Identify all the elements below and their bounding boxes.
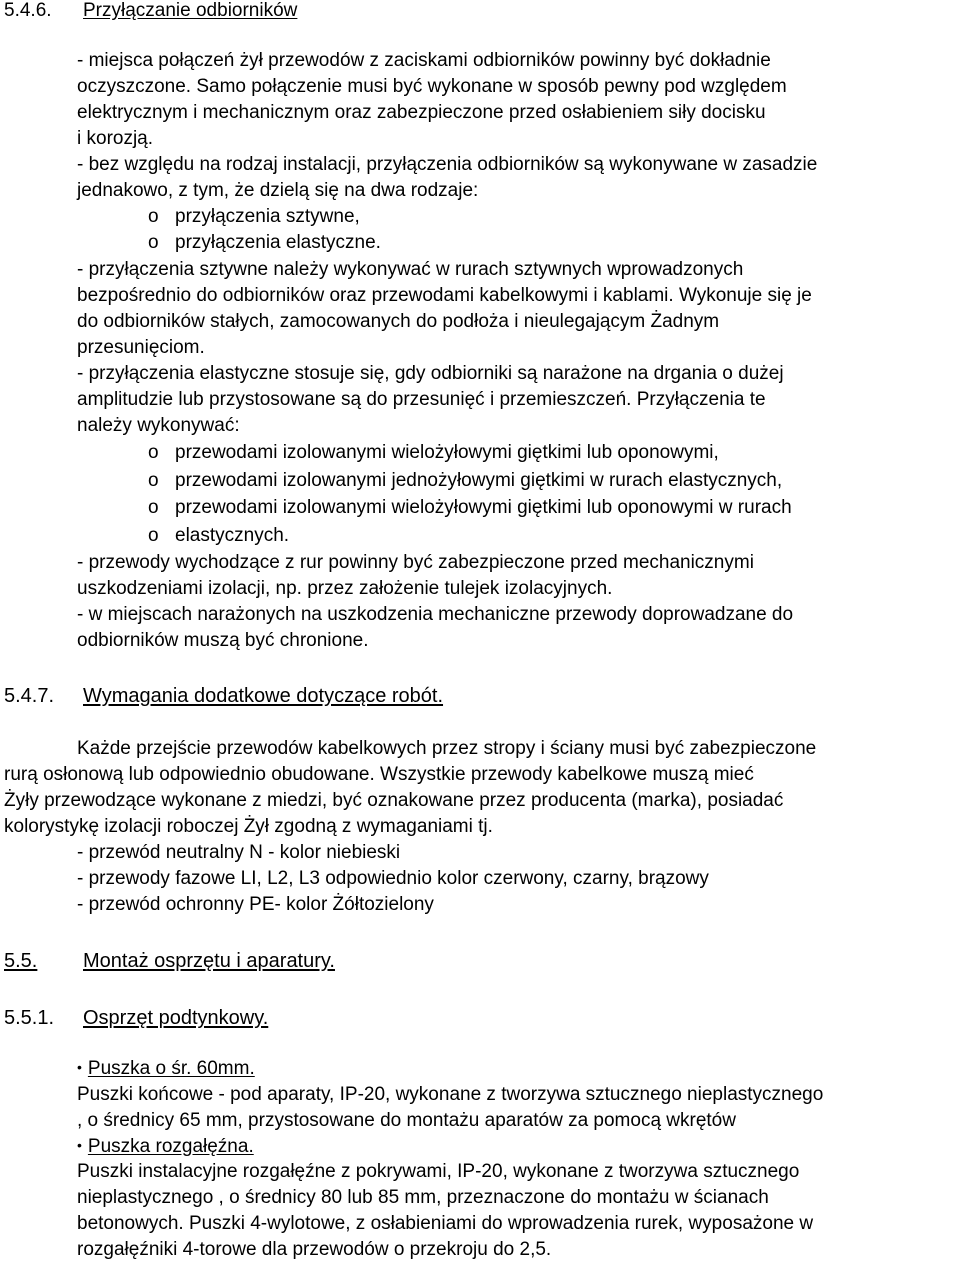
list-marker: o [148, 232, 159, 253]
text-line: - przyłączenia elastyczne stosuje się, gdy odbiorniki są narażone na drgania o dużej [77, 363, 784, 384]
text-line: - przewody fazowe LI, L2, L3 odpowiednio kolor czerwony, czarny, brązowy [77, 868, 709, 889]
text-line: betonowych. Puszki 4-wylotowe, z osłabieniami do wprowadzenia rurek, wyposażone w [77, 1213, 814, 1234]
text-line: Żyły przewodzące wykonane z miedzi, być oznakowane przez producenta (marka), posiadać [4, 790, 784, 811]
list-marker: o [148, 470, 159, 491]
text-line: elektrycznym i mechanicznym oraz zabezpieczone przed osłabieniem siły docisku [77, 102, 766, 123]
bullet-title: Puszka o śr. 60mm. [87, 1058, 255, 1079]
text-line: Puszki końcowe - pod aparaty, IP-20, wykonane z tworzywa sztucznego nieplastycznego [77, 1084, 824, 1105]
bullet-heading [77, 1058, 255, 1080]
text-line: Każde przejście przewodów kabelkowych przez stropy i ściany musi być zabezpieczone [77, 738, 817, 759]
text-line: i korozją. [77, 128, 154, 149]
section-number-5-4-7: 5.4.7. [4, 685, 55, 707]
bullet-title: Puszka rozgałęźna. [87, 1136, 254, 1157]
list-marker: o [148, 525, 159, 546]
text-line: Puszki instalacyjne rozgałęźne z pokrywami, IP-20, wykonane z tworzywa sztucznego [77, 1161, 800, 1182]
section-number-5-4-6: 5.4.6. [4, 0, 52, 21]
text-line: jednakowo, z tym, że dzielą się na dwa rodzaje: [77, 180, 479, 201]
list-marker: o [148, 497, 159, 518]
list-item: przyłączenia sztywne, [175, 206, 360, 227]
bullet-icon: • [77, 1059, 82, 1075]
text-line: - przewody wychodzące z rur powinny być zabezpieczone przed mechanicznymi [77, 552, 754, 573]
text-line: rozgałęźniki 4-torowe dla przewodów o przekroju do 2,5. [77, 1239, 552, 1260]
section-number-5-5-1: 5.5.1. [4, 1007, 55, 1029]
text-line: do odbiorników stałych, zamocowanych do podłoża i nieulegającym Żadnym [77, 311, 720, 332]
text-line: odbiorników muszą być chronione. [77, 630, 369, 651]
bullet-heading [77, 1136, 254, 1158]
text-line: oczyszczone. Samo połączenie musi być wykonane w sposób pewny pod względem [77, 76, 787, 97]
bullet-icon: • [77, 1137, 82, 1153]
text-line: kolorystykę izolacji roboczej Żył zgodną z wymaganiami tj. [4, 816, 493, 837]
text-line: - przewód ochronny PE- kolor Żółtozielony [77, 894, 434, 915]
text-line: - przewód neutralny N - kolor niebieski [77, 842, 401, 863]
list-item: przewodami izolowanymi jednożyłowymi giętkimi w rurach elastycznych, [175, 470, 783, 491]
text-line: , o średnicy 65 mm, przystosowane do montażu aparatów za pomocą wkrętów [77, 1110, 736, 1131]
text-line: - w miejscach narażonych na uszkodzenia mechaniczne przewody doprowadzane do [77, 604, 794, 625]
text-line: nieplastycznego , o średnicy 80 lub 85 mm, przeznaczone do montażu w ścianach [77, 1187, 769, 1208]
text-line: - bez względu na rodzaj instalacji, przyłączenia odbiorników są wykonywane w zasadzie [77, 154, 818, 175]
text-line: bezpośrednio do odbiorników oraz przewodami kabelkowymi i kablami. Wykonuje się je [77, 285, 812, 306]
list-item: przewodami izolowanymi wielożyłowymi giętkimi lub oponowymi, [175, 442, 719, 463]
text-line: amplitudzie lub przystosowane są do przesunięć i przemieszczeń. Przyłączenia te [77, 389, 766, 410]
text-line: uszkodzeniami izolacji, np. przez założenie tulejek izolacyjnych. [77, 578, 613, 599]
list-marker: o [148, 206, 159, 227]
text-line: - przyłączenia sztywne należy wykonywać w rurach sztywnych wprowadzonych [77, 259, 744, 280]
list-item: elastycznych. [175, 525, 290, 546]
list-marker: o [148, 442, 159, 463]
text-line: - miejsca połączeń żył przewodów z zaciskami odbiorników powinny być dokładnie [77, 50, 771, 71]
section-title-5-4-7: Wymagania dodatkowe dotyczące robót. [83, 685, 444, 707]
list-item: przyłączenia elastyczne. [175, 232, 381, 253]
section-title-5-5: Montaż osprzętu i aparatury. [83, 950, 335, 972]
section-title-5-5-1: Osprzęt podtynkowy. [83, 1007, 269, 1029]
section-number-5-5: 5.5. [4, 950, 38, 972]
text-line: rurą osłonową lub odpowiednio obudowane. Wszystkie przewody kabelkowe muszą mieć [4, 764, 754, 785]
section-title-5-4-6: Przyłączanie odbiorników [83, 0, 298, 21]
list-item: przewodami izolowanymi wielożyłowymi giętkimi lub oponowymi w rurach [175, 497, 792, 518]
text-line: przesunięciom. [77, 337, 205, 358]
text-line: należy wykonywać: [77, 415, 240, 436]
